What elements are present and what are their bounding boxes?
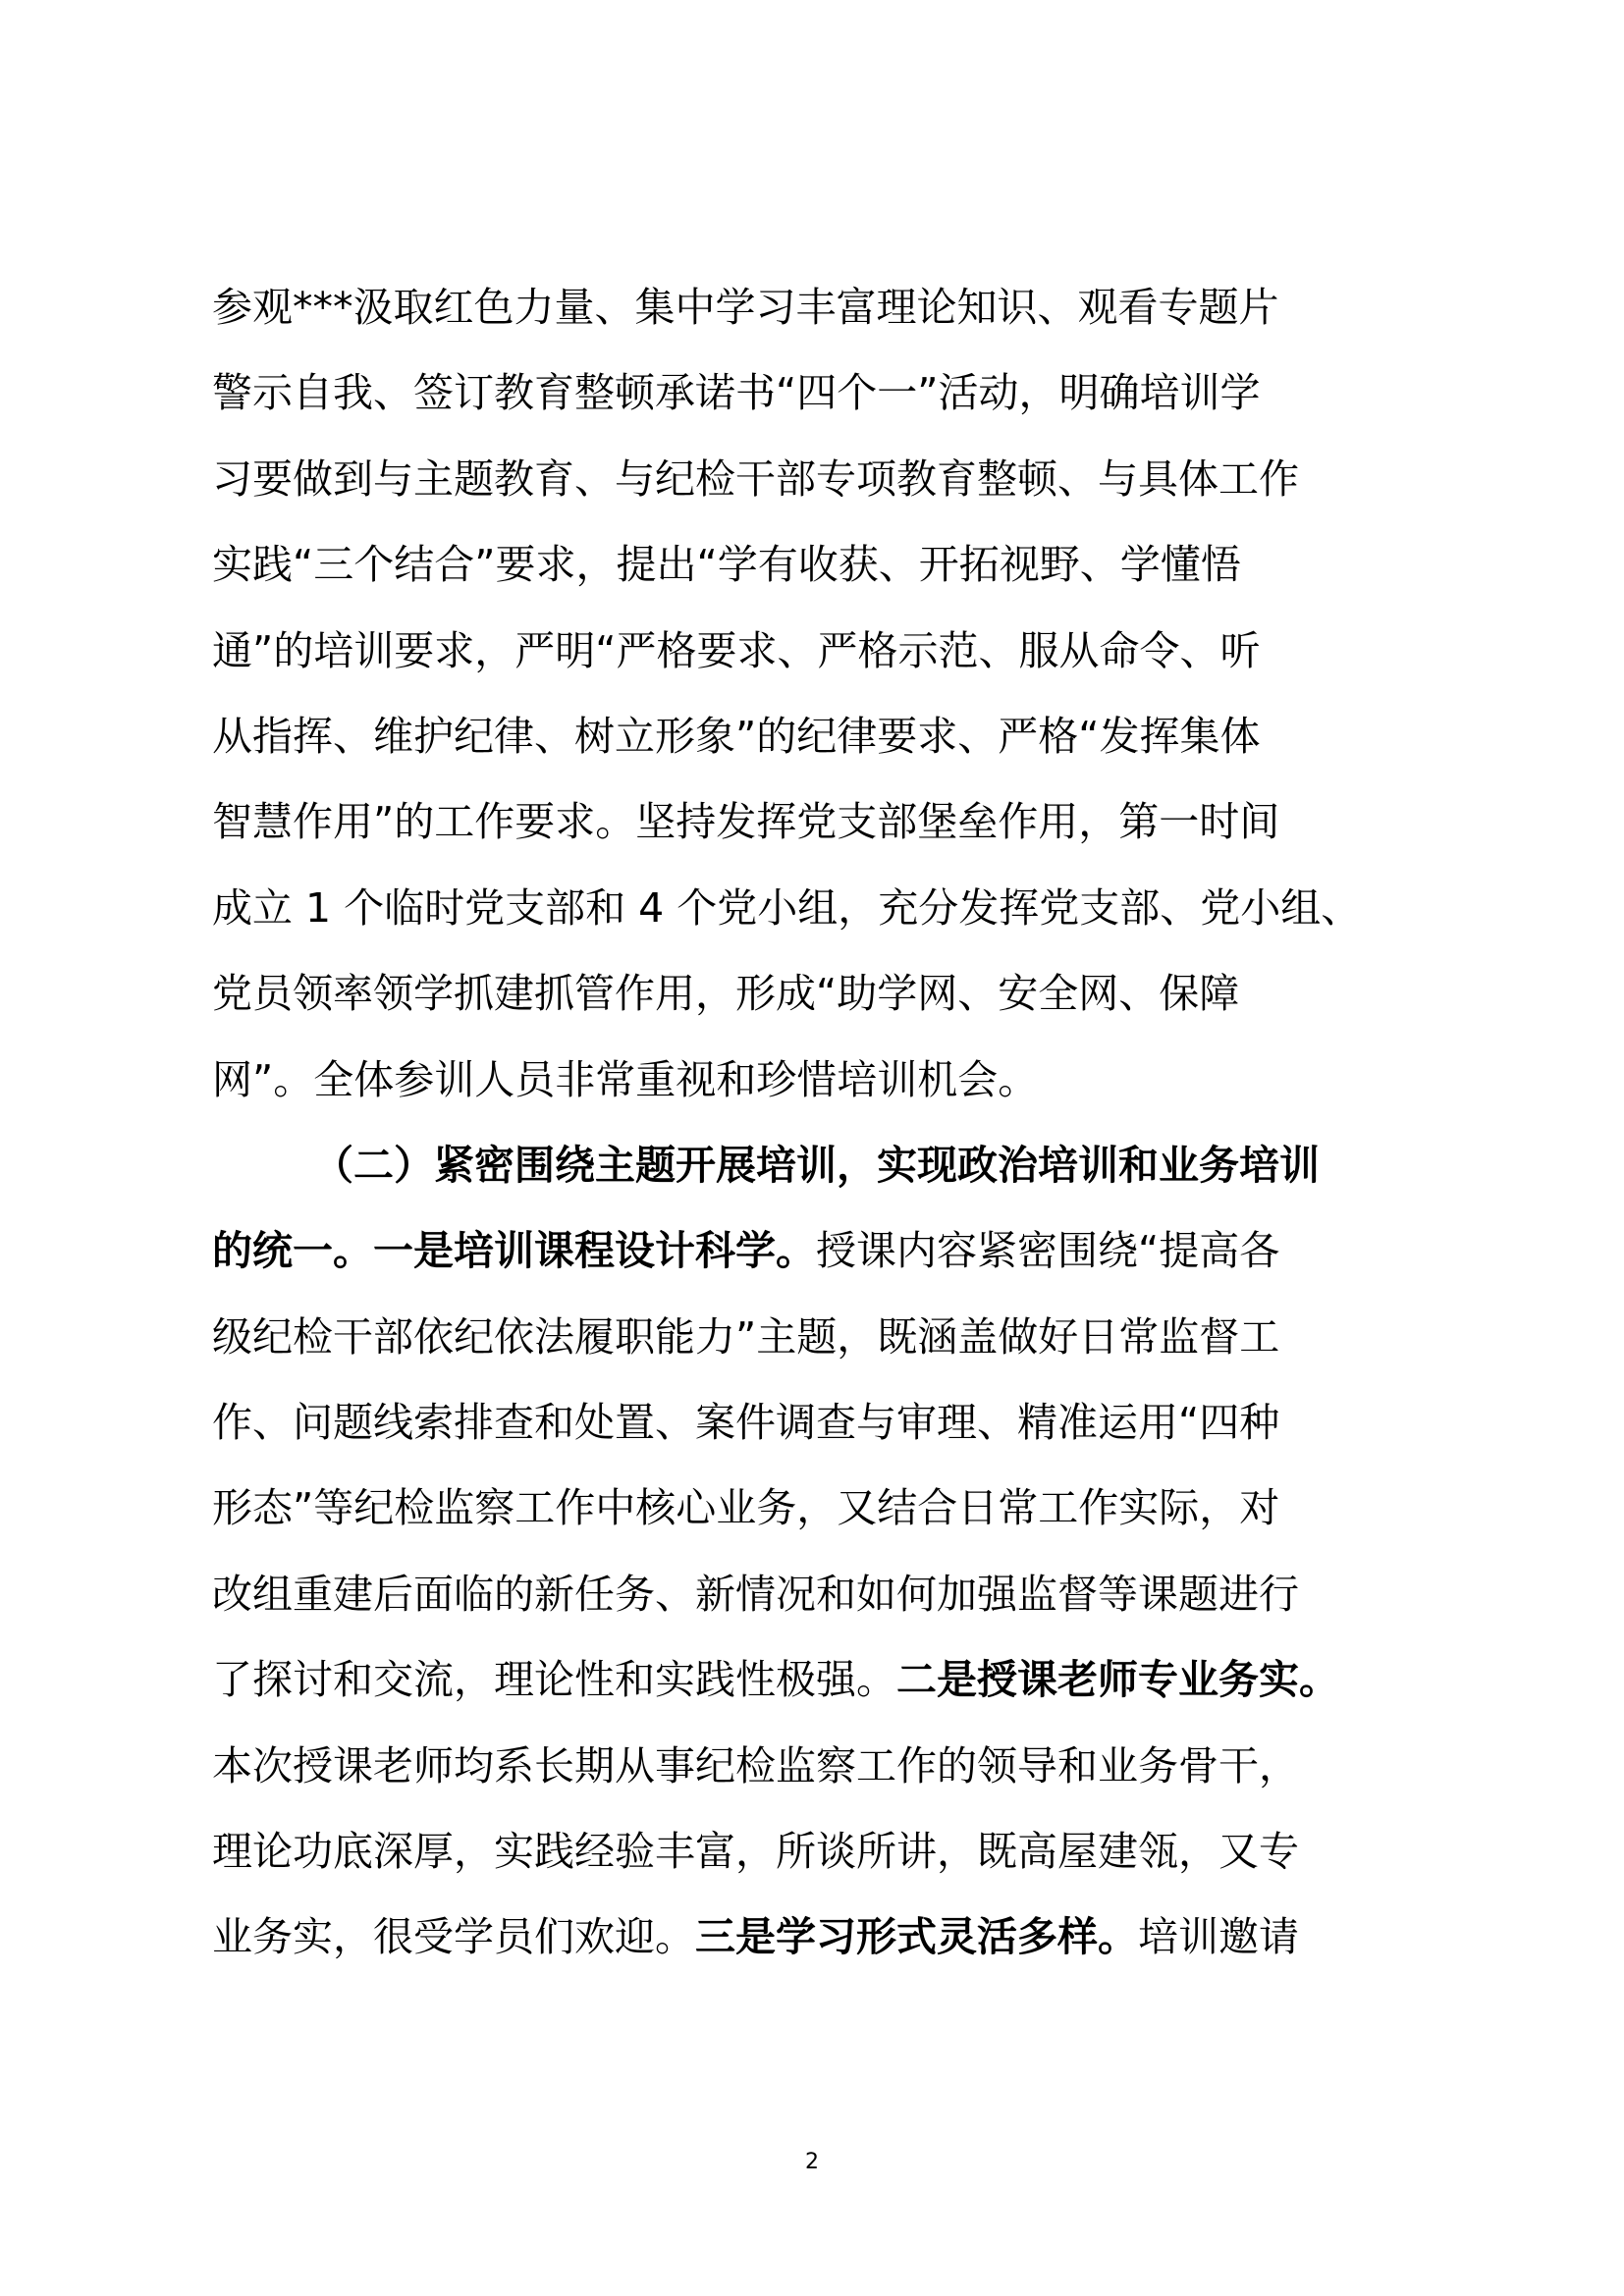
text-segment: 授课内容紧密围绕“提高各 <box>816 1227 1280 1275</box>
text-line <box>212 350 1420 436</box>
text-segment: 警示自我、签订教育整顿承诺书“四个一”活动，明确培训学 <box>212 369 1261 417</box>
text-line <box>212 265 1420 350</box>
text-segment: 改组重建后面临的新任务、新情况和如何加强监督等课题进行 <box>212 1570 1299 1618</box>
body-text <box>212 265 1420 1981</box>
bold-text-segment: 二是授课老师专业务实。 <box>896 1656 1339 1704</box>
text-segment: 了探讨和交流，理论性和实践性极强。 <box>212 1656 896 1704</box>
text-segment: 党员领率领学抓建抓管作用，形成“助学网、安全网、保障 <box>212 970 1240 1018</box>
page-number: 2 <box>805 2150 819 2174</box>
text-segment: 实践“三个结合”要求，提出“学有收获、开拓视野、学懂悟 <box>212 541 1241 589</box>
text-line <box>212 522 1420 608</box>
text-segment: 培训邀请 <box>1138 1913 1299 1961</box>
bold-text-segment: 三是学习形式灵活多样。 <box>695 1913 1138 1961</box>
text-segment: 级纪检干部依纪依法履职能力”主题，既涵盖做好日常监督工 <box>212 1312 1280 1361</box>
text-line <box>212 866 1420 951</box>
text-segment: 网”。全体参训人员非常重视和珍惜培训机会。 <box>212 1055 1039 1103</box>
text-line <box>212 1123 1420 1208</box>
text-line <box>212 1637 1420 1723</box>
text-segment: 理论功底深厚，实践经验丰富，所谈所讲，既高屋建瓴，又专 <box>212 1828 1299 1876</box>
text-line <box>212 1724 1420 1809</box>
bold-text-segment: 的统一。一是培训课程设计科学。 <box>212 1227 816 1275</box>
text-line <box>212 437 1420 522</box>
text-segment: 业务实，很受学员们欢迎。 <box>212 1913 695 1961</box>
text-segment: 习要做到与主题教育、与纪检干部专项教育整顿、与具体工作 <box>212 454 1299 503</box>
text-segment: 作、问题线索排查和处置、案件调查与审理、精准运用“四种 <box>212 1399 1280 1447</box>
text-line <box>212 1895 1420 1980</box>
text-line <box>212 1809 1420 1895</box>
text-segment: 成立 1 个临时党支部和 4 个党小组，充分发挥党支部、党小组、 <box>212 883 1362 932</box>
text-line <box>212 951 1420 1037</box>
text-segment: 智慧作用”的工作要求。坚持发挥党支部堡垒作用，第一时间 <box>212 798 1280 846</box>
text-line <box>212 1552 1420 1637</box>
text-line <box>212 1208 1420 1294</box>
text-segment: 从指挥、维护纪律、树立形象”的纪律要求、严格“发挥集体 <box>212 712 1261 760</box>
text-line <box>212 1380 1420 1466</box>
text-line <box>212 694 1420 779</box>
text-line <box>212 779 1420 865</box>
text-segment: 通”的培训要求，严明“严格要求、严格示范、服从命令、听 <box>212 626 1261 674</box>
text-line <box>212 1466 1420 1551</box>
text-segment: 本次授课老师均系长期从事纪检监察工作的领导和业务骨干， <box>212 1741 1299 1789</box>
text-segment: 形态”等纪检监察工作中核心业务，又结合日常工作实际，对 <box>212 1484 1280 1532</box>
text-line <box>212 1295 1420 1380</box>
bold-text-segment: （二）紧密围绕主题开展培训，实现政治培训和业务培训 <box>313 1141 1320 1189</box>
text-line <box>212 609 1420 694</box>
text-line <box>212 1038 1420 1123</box>
text-segment: 参观***汲取红色力量、集中学习丰富理论知识、观看专题片 <box>212 284 1279 331</box>
